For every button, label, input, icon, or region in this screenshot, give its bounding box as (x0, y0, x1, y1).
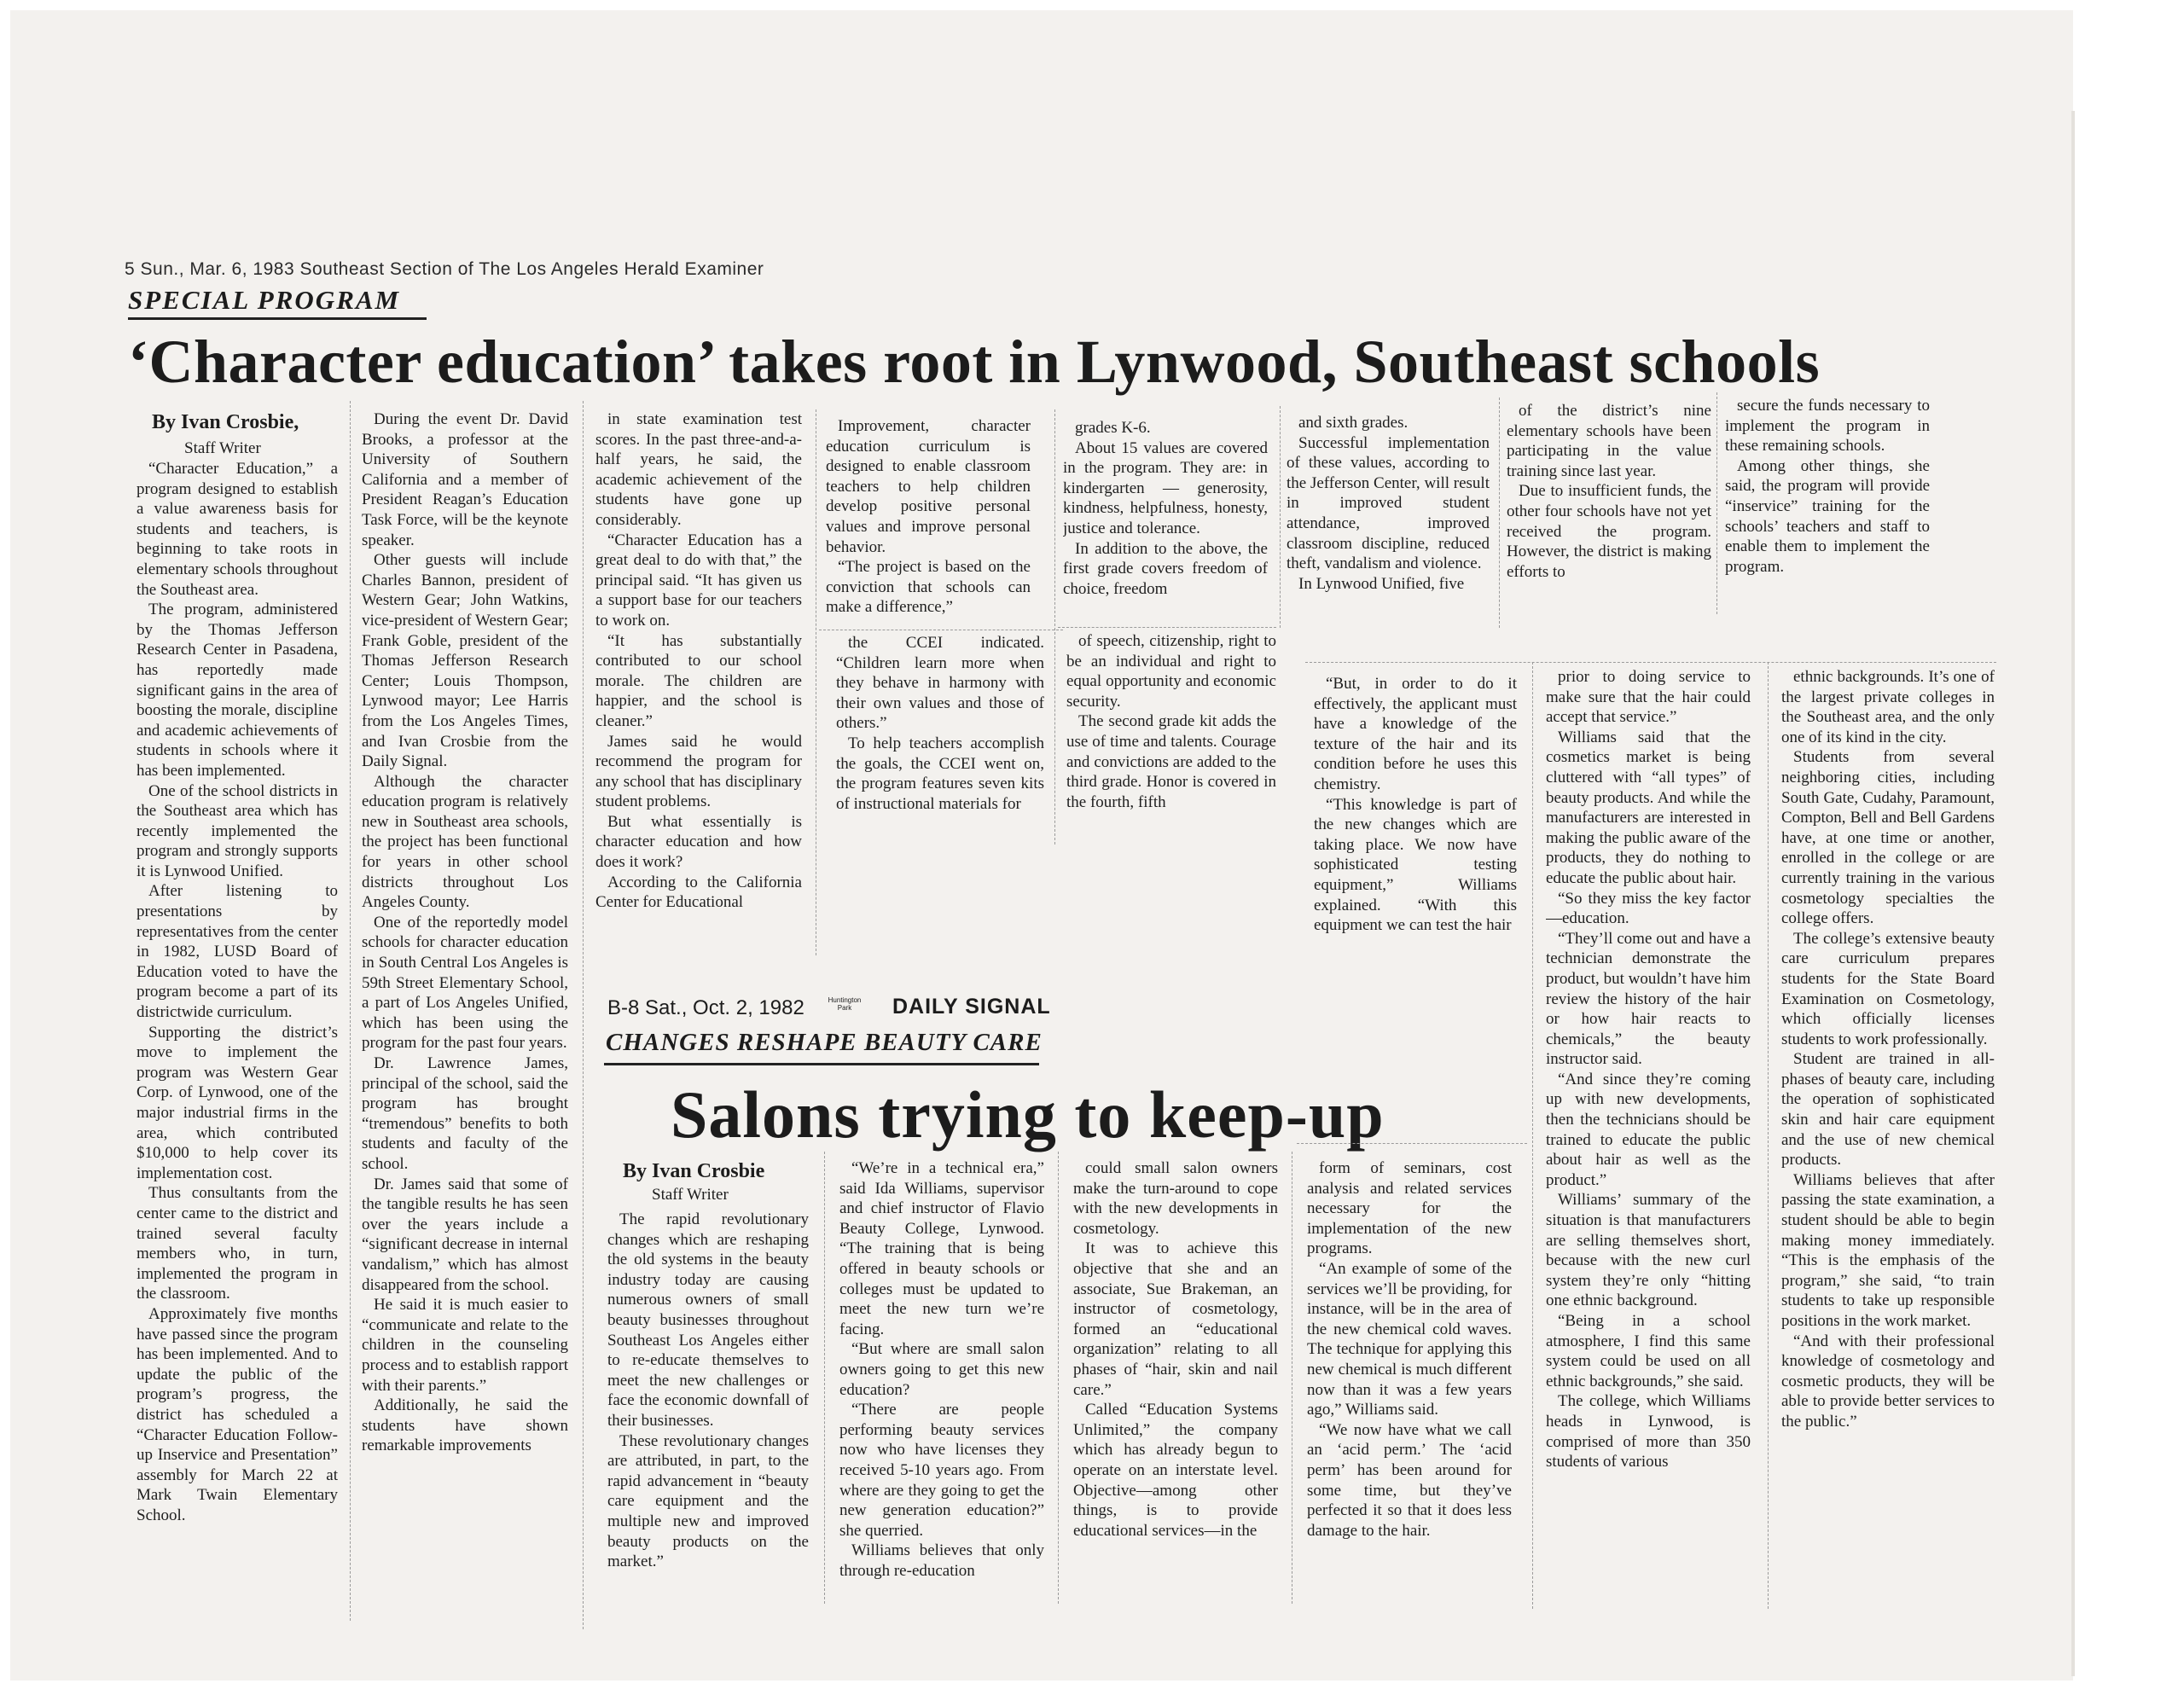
paragraph: “Being in a school atmosphere, I find this same system could be used on all ethnic backgrounds,” she said. (1546, 1312, 1751, 1390)
clipping-cut-line (1305, 662, 1996, 663)
paragraph: James said he would recommend the program for any school that has disciplinary student problems. (595, 732, 802, 811)
paragraph: “They’ll come out and have a technician demonstrate the product, but wouldn’t have him review the history of the hair or how hair reacts to chemicals,” the beauty instructor said. (1546, 929, 1751, 1069)
paragraph: The rapid revolutionary changes which are reshaping the old systems in the beauty industry today are causing numerous owners of small beauty businesses throughout Southeast Los Angeles either to re-educate themselves to meet the new challenges or face the economic downfall of their businesses. (607, 1210, 809, 1430)
article1-dateline: 5 Sun., Mar. 6, 1983 Southeast Section of The Los Angeles Herald Examiner (125, 259, 764, 279)
article2-kicker-rule (604, 1063, 1039, 1065)
article2-byline-title: Staff Writer (652, 1186, 729, 1204)
paragraph: Approximately five months have passed since the program has been implemented. And to update the public of the program’s progress, the district has scheduled a “Character Education Follow-up Inservice and Presentation” assembly for March 22 at Mark Twain Elementary School. (136, 1304, 338, 1524)
paragraph: “An example of some of the services we’ll be providing, for instance, will be in the area of the new chemical cold waves. The technique for applying this new chemical is much different now than it was a few years ago,” Williams said. (1307, 1259, 1512, 1419)
paragraph: Called “Education Systems Unlimited,” the company which has already begun to operate on an interstate level. Objective—among other things, is to provide educational services—in the (1073, 1401, 1278, 1540)
article2-column-2 (839, 1158, 1044, 1602)
article2-kicker: CHANGES RESHAPE BEAUTY CARE (606, 1029, 1043, 1056)
article2-place-bottom: Park (837, 1004, 852, 1012)
article2-headline: Salons trying to keep-up (671, 1077, 1385, 1152)
paragraph: Student are trained in all-phases of beauty care, including the operation of sophisticated skin and hair care equipment and the use of new chemical products. (1781, 1050, 1995, 1170)
paragraph: “So they miss the key factor—education. (1546, 889, 1751, 928)
paragraph: “The project is based on the conviction that schools can make a difference,” (826, 558, 1031, 617)
paragraph: Thus consultants from the center came to the district and trained several faculty members who, in turn, implemented the program in the classroom. (136, 1184, 338, 1303)
paragraph: “It has substantially contributed to our school morale. The children are happier, and the school is cleaner.” (595, 631, 802, 730)
article1-column-10 (1725, 396, 1930, 601)
article2-place (822, 996, 867, 1012)
article1-kicker: SPECIAL PROGRAM (128, 285, 401, 315)
article2-masthead: DAILY SIGNAL (892, 995, 1051, 1019)
article2-column-7 (1781, 667, 1995, 1605)
paragraph: form of seminars, cost analysis and related services necessary for the implementation of the new programs. (1307, 1159, 1512, 1258)
article2-column-6 (1546, 667, 1751, 1605)
article1-column-8 (1287, 413, 1490, 618)
paragraph: Dr. Lawrence James, principal of the school, said the program has brought “tremendous” benefits to both students and faculty of the school. (362, 1054, 568, 1173)
paragraph: The college, which Williams heads in Lynwood, is comprised of more than 350 students of various (1546, 1392, 1751, 1471)
paragraph: prior to doing service to make sure that the hair could accept that service.” (1546, 668, 1751, 727)
article2-column-4 (1307, 1158, 1512, 1602)
clipping-cut-line (1297, 1143, 1527, 1144)
paragraph: “We now have what we call an ‘acid perm.’ The ‘acid perm’ has been around for some time, but they’ve perfected it so that it does less damage to the hair. (1307, 1420, 1512, 1540)
paragraph: of the district’s nine elementary schools have been participating in the value training since last year. (1507, 402, 1711, 480)
paragraph: After listening to presentations by representatives from the center in 1982, LUSD Board of Education voted to have the program become a part of its districtwide curriculum. (136, 882, 338, 1022)
article1-column-4 (826, 416, 1031, 630)
paragraph: grades K-6. (1075, 419, 1151, 437)
column-divider (1054, 409, 1055, 844)
clipping-cut-line (1058, 627, 1276, 628)
paragraph: Due to insufficient funds, the other four schools have not yet received the program. However, the district is making efforts to (1507, 482, 1711, 581)
article1-kicker-rule (128, 317, 427, 320)
paragraph: About 15 values are covered in the program. They are: in kindergarten — generosity, kindness, helpfulness, honesty, justice and tolerance. (1063, 438, 1268, 537)
column-divider (1058, 1152, 1059, 1604)
article2-section-date: B-8 Sat., Oct. 2, 1982 (607, 996, 804, 1019)
paragraph: These revolutionary changes are attributed, in part, to the rapid advancement in “beauty care equipment and the multiple new and improved beauty products on the market.” (607, 1431, 809, 1571)
paragraph: Successful implementation of these values, according to the Jefferson Center, will result in improved student attendance, improved classroom discipline, reduced theft, vandalism and violence. (1287, 433, 1490, 573)
column-divider (1716, 392, 1717, 614)
paragraph: Additionally, he said the students have shown remarkable improvements (362, 1396, 568, 1455)
paragraph: Improvement, character education curriculum is designed to enable classroom teachers to help children develop positive personal values and improve personal behavior. (826, 417, 1031, 556)
paragraph: According to the California Center for Educational (595, 873, 802, 912)
article1-byline: By Ivan Crosbie, (152, 411, 299, 433)
paragraph: “And with their professional knowledge of cosmetology and cosmetic products, they will be able to provide better services to the public.” (1781, 1332, 1995, 1431)
article2-byline: By Ivan Crosbie (623, 1160, 765, 1182)
article2-place-top: Huntington (828, 996, 862, 1004)
paragraph: Students from several neighboring cities, including South Gate, Cudahy, Paramount, Compton, Bell and Bell Gardens have, at one time or another, enrolled in the college or are currently training in the various cosmetology specialties the college offers. (1781, 748, 1995, 928)
column-divider (1532, 662, 1533, 1609)
paragraph: “Character Education has a great deal to do with that,” the principal said. “It has given us a support base for our teachers to work on. (595, 531, 802, 630)
paragraph: “This knowledge is part of the new changes which are taking place. We now have sophisticated testing equipment,” Williams explained. “With this equipment we can test the hair (1314, 795, 1517, 935)
article2-column-1 (607, 1210, 809, 1602)
paragraph: Williams believes that after passing the state examination, a student should be able to begin making money immediately. “This is the emphasis of the program,” she said, “to train students to take up responsible positions in the work market. (1781, 1170, 1995, 1330)
paragraph: One of the school districts in the Southeast area which has recently implemented the program and strongly supports it is Lynwood Unified. (136, 781, 338, 880)
column-divider (1768, 662, 1769, 1609)
paragraph: Although the character education program is relatively new in Southeast area schools, the project has been functional for years in other school districts throughout Los Angeles County. (362, 772, 568, 912)
paragraph: secure the funds necessary to implement the program in these remaining schools. (1725, 397, 1930, 456)
paragraph: in state examination test scores. In the past three-and-a-half years, he said, the academic achievement of the students have gone up considerably. (595, 410, 802, 529)
article1-byline-title: Staff Writer (184, 439, 261, 457)
paragraph: and sixth grades. (1298, 414, 1409, 432)
paragraph: It was to achieve this objective that she and an associate, Sue Brakeman, an instructor of cosmetology, formed an “educational organization” relating to all phases of “hair, skin and nail care.” (1073, 1239, 1278, 1399)
article1-column-5 (836, 633, 1044, 838)
paragraph: In addition to the above, the first grade covers freedom of choice, freedom (1063, 539, 1268, 598)
article1-column-3 (595, 409, 802, 955)
column-divider (1499, 398, 1500, 628)
paragraph: “But where are small salon owners going to get this new education? (839, 1340, 1044, 1399)
article1-column-2 (362, 409, 568, 1621)
paragraph: “There are people performing beauty services now who have licenses they received 5-10 years ago. From where are they going to get the new generation education?” she querried. (839, 1401, 1044, 1540)
column-divider (350, 401, 351, 1621)
paragraph: “And since they’re coming up with new developments, then the technicians should be trained to educate the public about hair as well as the product.” (1546, 1070, 1751, 1189)
paragraph: The program, administered by the Thomas Jefferson Research Center in Pasadena, has reportedly made significant gains in the area of boosting the morale, discipline and academic achievements of students in schools where it has been implemented. (136, 601, 338, 780)
article1-column-6 (1063, 418, 1268, 623)
article2-column-3 (1073, 1158, 1278, 1602)
paragraph: The second grade kit adds the use of time and talents. Courage and convictions are added to the third grade. Honor is covered in the fourth, fifth (1066, 712, 1276, 811)
paragraph: Supporting the district’s move to implement the program was Western Gear Corp. of Lynwood, one of the major industrial firms in the area, which contributed $10,000 to help cover its implementation cost. (136, 1023, 338, 1182)
paragraph: Dr. James said that some of the tangible results he has seen over the years include a “significant decrease in internal vandalism,” which has almost disappeared from the school. (362, 1175, 568, 1294)
article2-column-5 (1314, 674, 1517, 955)
paragraph: “We’re in a technical era,” said Ida Williams, supervisor and chief instructor of Flavio Beauty College, Lynwood. “The training that is being offered in beauty schools or colleges must be updated to meet the new turn we’re facing. (839, 1159, 1044, 1338)
article1-headline: ‘Character education’ takes root in Lynwood, Southeast schools (128, 328, 1821, 396)
paragraph: the CCEI indicated. “Children learn more when they behave in harmony with their own values and those of others.” (836, 634, 1044, 733)
clipping-edge-shadow (2071, 111, 2075, 1676)
paragraph: But what essentially is character education and how does it work? (595, 812, 802, 872)
column-divider (583, 401, 584, 1629)
paragraph: Among other things, she said, the program will provide “inservice” training for the schools’ teachers and staff to enable them to implement the program. (1725, 456, 1930, 576)
paragraph: Williams’ summary of the situation is that manufacturers are selling themselves short, because with the new curl system they’re only “hitting one ethnic background. (1546, 1191, 1751, 1310)
column-divider (1280, 406, 1281, 628)
article1-column-7 (1066, 631, 1276, 836)
paragraph: The college’s extensive beauty care curriculum prepares students for the State Board Examination on Cosmetology, which officially licenses students to work professionally. (1781, 929, 1995, 1048)
column-divider (824, 1152, 825, 1604)
paragraph: of speech, citizenship, right to be an individual and right to equal opportunity and economic security. (1066, 632, 1276, 711)
paragraph: To help teachers accomplish the goals, the CCEI went on, the program features seven kits of instructional materials for (836, 734, 1044, 813)
paragraph: “Character Education,” a program designed to establish a value awareness basis for students and teachers, is beginning to take roots in elementary schools throughout the Southeast area. (136, 460, 338, 599)
paragraph: During the event Dr. David Brooks, a professor at the University of Southern California and a member of President Reagan’s Education Task Force, will be the keynote speaker. (362, 410, 568, 549)
paragraph: One of the reportedly model schools for character education in South Central Los Angeles is 59th Street Elementary School, a part of Los Angeles Unified, which has been using the program for the past four years. (362, 913, 568, 1053)
paragraph: Other guests will include Charles Bannon, president of Western Gear; John Watkins, vice-president of Western Gear; Frank Goble, president of the Thomas Jefferson Research Center; Louis Thompson, Lynwood mayor; Lee Harris from the Los Angeles Times, and Ivan Crosbie from the Daily Signal. (362, 551, 568, 771)
paragraph: In Lynwood Unified, five (1298, 574, 1465, 593)
paragraph: Williams said that the cosmetics market is being cluttered with “all types” of beauty products. And while the manufacturers are interested in making the public aware of the products, they do nothing to educate the public about hair. (1546, 728, 1751, 887)
paragraph: “But, in order to do it effectively, the applicant must have a knowledge of the texture of the hair and its condition before he uses this chemistry. (1314, 675, 1517, 793)
article1-column-9 (1507, 401, 1711, 606)
article1-column-1 (136, 459, 338, 1636)
paragraph: could small salon owners make the turn-around to cope with the new developments in cosmetology. (1073, 1159, 1278, 1238)
paragraph: He said it is much easier to “communicate and relate to the children in the counseling process and to establish rapport with their parents.” (362, 1296, 568, 1395)
paragraph: ethnic backgrounds. It’s one of the largest private colleges in the Southeast area, and the only one of its kind in the city. (1781, 668, 1995, 746)
paragraph: Williams believes that only through re-education (839, 1541, 1044, 1580)
